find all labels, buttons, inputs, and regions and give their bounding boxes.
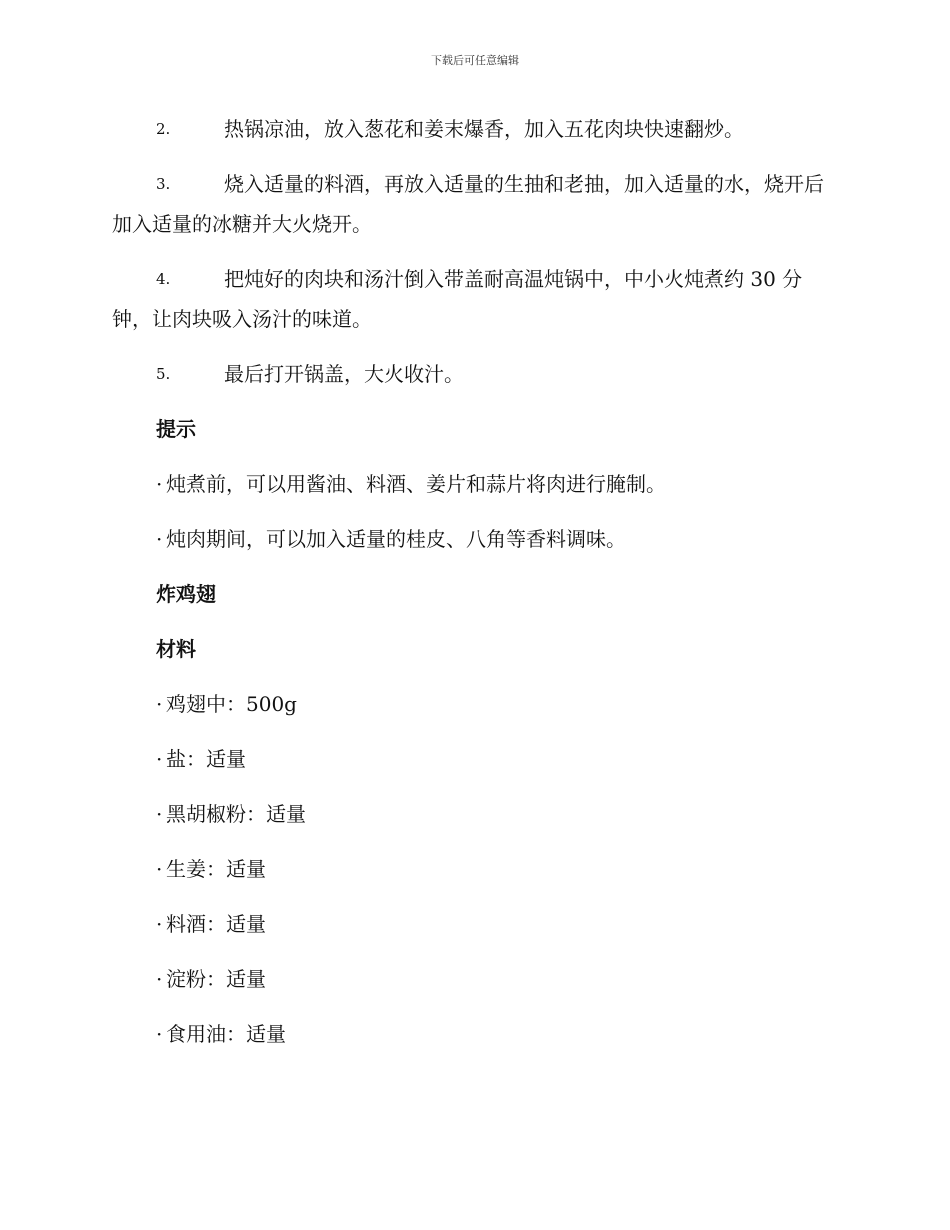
material-item <box>156 739 838 779</box>
material-text: 料酒：适量 <box>166 912 266 936</box>
bullet-icon: · <box>156 802 163 826</box>
material-text: 盐：适量 <box>166 747 246 771</box>
bullet-icon: · <box>156 857 163 881</box>
step-text: 最后打开锅盖，大火收汁。 <box>224 362 464 386</box>
step-4 <box>112 259 838 339</box>
page-content <box>112 109 838 1069</box>
material-text: 生姜：适量 <box>166 857 266 881</box>
material-text: 鸡翅中：500g <box>166 692 297 716</box>
material-item <box>156 794 838 834</box>
tip-item <box>156 464 838 504</box>
bullet-icon: · <box>156 967 163 991</box>
material-text: 食用油：适量 <box>166 1022 286 1046</box>
step-number: 5. <box>156 365 171 383</box>
bullet-icon: · <box>156 912 163 936</box>
page-header: 下载后可任意编辑 <box>431 54 519 67</box>
step-number: 2. <box>156 120 171 138</box>
step-number: 3. <box>156 175 171 193</box>
step-text: 热锅凉油，放入葱花和姜末爆香，加入五花肉块快速翻炒。 <box>224 117 744 141</box>
bullet-icon: · <box>156 1022 163 1046</box>
material-text: 淀粉：适量 <box>166 967 266 991</box>
material-item <box>156 959 838 999</box>
tip-text: 炖煮前，可以用酱油、料酒、姜片和蒜片将肉进行腌制。 <box>166 472 666 496</box>
material-text: 黑胡椒粉：适量 <box>166 802 306 826</box>
step-3 <box>112 164 838 244</box>
bullet-icon: · <box>156 527 163 551</box>
material-item <box>156 1014 838 1054</box>
step-text: 烧入适量的料酒，再放入适量的生抽和老抽，加入适量的水，烧开后加入适量的冰糖并大火烧开。 <box>112 172 824 236</box>
bullet-icon: · <box>156 747 163 771</box>
step-2 <box>112 109 838 149</box>
step-text: 把炖好的肉块和汤汁倒入带盖耐高温炖锅中，中小火炖煮约 30 分钟，让肉块吸入汤汁的味道。 <box>112 267 803 331</box>
material-item <box>156 684 838 724</box>
step-5 <box>112 354 838 394</box>
step-number: 4. <box>156 270 171 288</box>
material-item <box>156 904 838 944</box>
materials-heading: 材料 <box>156 637 196 661</box>
tip-item <box>156 519 838 559</box>
tips-heading: 提示 <box>156 417 196 441</box>
recipe-title: 炸鸡翅 <box>156 582 216 606</box>
material-item <box>156 849 838 889</box>
bullet-icon: · <box>156 472 163 496</box>
bullet-icon: · <box>156 692 163 716</box>
tip-text: 炖肉期间，可以加入适量的桂皮、八角等香料调味。 <box>166 527 626 551</box>
